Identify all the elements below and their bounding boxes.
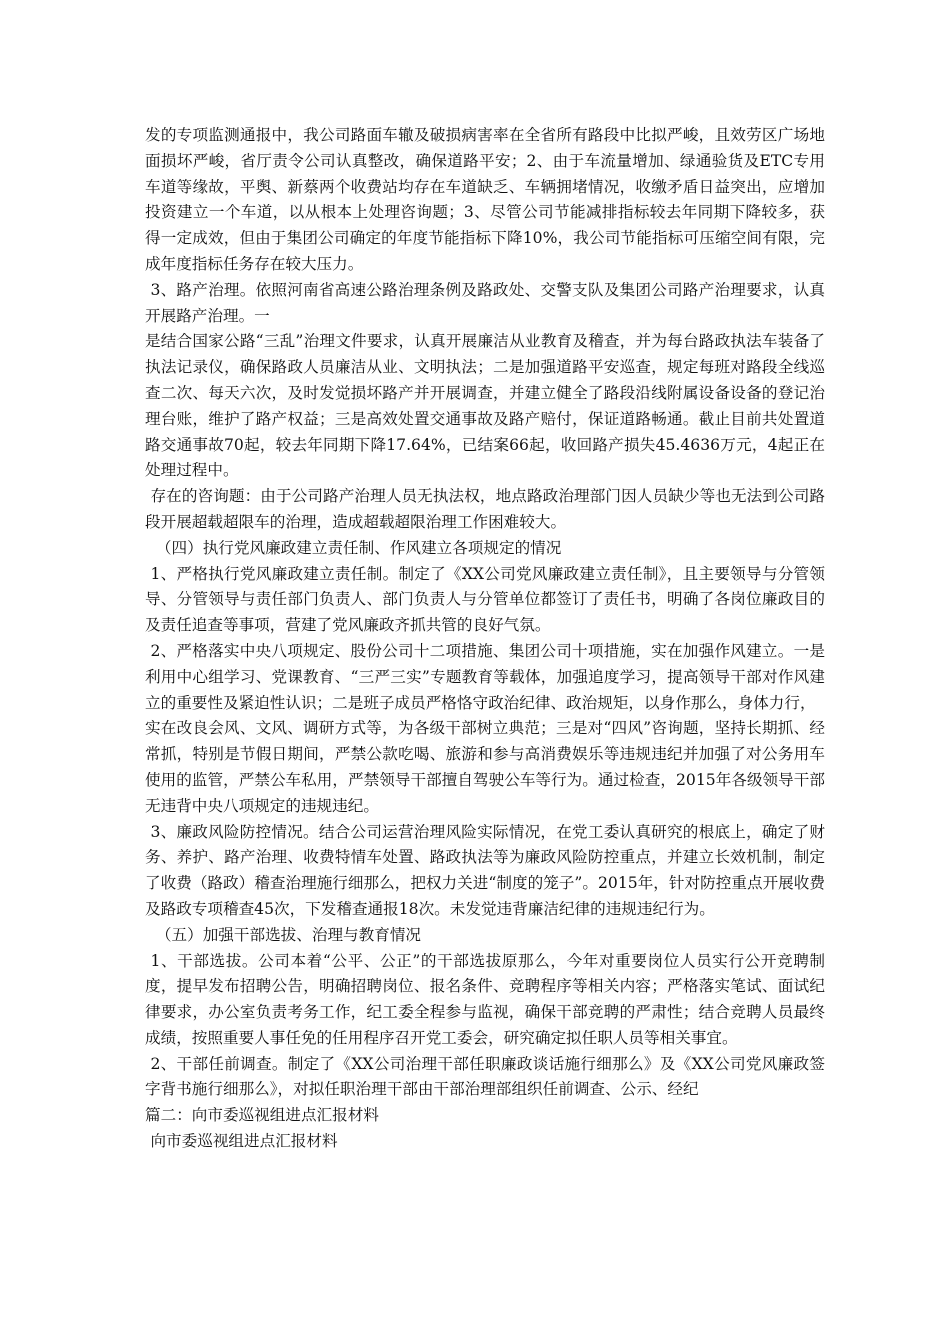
chapter-subtitle: 向市委巡视组进点汇报材料 [150, 1132, 338, 1151]
paragraph-1: 发的专项监测通报中，我公司路面车辙及破损病害率在全省所有路段中比拟严峻，且效劳区广场地面损坏严峻，省厅责令公司认真整改，确保道路平安；2、由于车流量增加、绿通验货及ETC专用车道等缘故，平舆、新蔡两个收费站均存在车道缺乏、车辆拥堵情况，收缴矛盾日益突出，应增加投资建立一个车道，以从根本上处理咨询题；3、尽管公司节能减排指标较去年同期下降较多，获得一定成效，但由于集团公司确定的年度节能指标下降10%，我公司节能指标可压缩空间有限，完成年度指标任务存在较大压力。 [145, 126, 825, 273]
chapter-title: 篇二：向市委巡视组进点汇报材料 [145, 1106, 379, 1125]
paragraph-3: 是结合国家公路“三乱”治理文件要求，认真开展廉洁从业教育及稽查，并为每台路政执法车装备了执法记录仪，确保路政人员廉洁从业、文明执法；二是加强道路平安巡查，规定每班对路段全线巡查二次、每天六次，及时发觉损坏路产并开展调查，并建立健全了路段沿线附属设备设备的登记治理台账，维护了路产权益；三是高效处置交通事故及路产赔付，保证道路畅通。截止目前共处置道路交通事故70起，较去年同期下降17.64%，已结案66起，收回路产损失45.4636万元，4起正在处理过程中。 [145, 332, 825, 480]
paragraph-8: 实在改良会风、文风、调研方式等，为各级干部树立典范；三是对“四风”咨询题，坚持长期抓、经常抓，特别是节假日期间，严禁公款吃喝、旅游和参与高消费娱乐等违规违纪并加强了对公务用车使用的监管，严禁公车私用，严禁领导干部擅自驾驶公车等行为。通过检查，2015年各级领导干部无违背中央八项规定的违规违纪。 [145, 719, 825, 815]
document-page [145, 123, 825, 1155]
paragraph-11: 1、干部选拔。公司本着“公平、公正”的干部选拔原那么，今年对重要岗位人员实行公开竞聘制度，提早发布招聘公告，明确招聘岗位、报名条件、竞聘程序等相关内容；严格落实笔试、面试纪律要求，办公室负责考务工作，纪工委全程参与监视，确保干部竞聘的严肃性；结合竞聘人员最终成绩，按照重要人事任免的任用程序召开党工委会，研究确定拟任职人员等相关事宜。 [145, 951, 825, 1047]
paragraph-9: 3、廉政风险防控情况。结合公司运营治理风险实际情况，在党工委认真研究的根底上，确定了财务、养护、路产治理、收费特情车处置、路政执法等为廉政风险防控重点，并建立长效机制，制定了收费（路政）稽查治理施行细那么，把权力关进“制度的笼子”。2015年，针对防控重点开展收费及路政专项稽查45次，下发稽查通报18次。未发觉违背廉洁纪律的违规违纪行为。 [145, 822, 825, 918]
paragraph-6: 1、严格执行党风廉政建立责任制。制定了《XX公司党风廉政建立责任制》，且主要领导与分管领导、分管领导与责任部门负责人、部门负责人与分管单位都签订了责任书，明确了各岗位廉政目的及责任追查等事项，营建了党风廉政齐抓共管的良好气氛。 [145, 564, 825, 635]
paragraph-12: 2、干部任前调查。制定了《XX公司治理干部任职廉政谈话施行细那么》及《XX公司党风廉政签字背书施行细那么》，对拟任职治理干部由干部治理部组织任前调查、公示、经纪 [145, 1054, 825, 1099]
paragraph-2: 3、路产治理。依照河南省高速公路治理条例及路政处、交警支队及集团公司路产治理要求，认真开展路产治理。一 [145, 280, 825, 325]
paragraph-7: 2、严格落实中央八项规定、股份公司十二项措施、集团公司十项措施，实在加强作风建立。一是利用中心组学习、党课教育、“三严三实”专题教育等载体，加强追度学习，提高领导干部对作风建立的重要性及紧迫性认识；二是班子成员严格恪守政治纪律、政治规矩，以身作那么，身体力行， [145, 641, 825, 712]
paragraph-4: 存在的咨询题：由于公司路产治理人员无执法权，地点路政治理部门因人员缺少等也无法到公司路段开展超载超限车的治理，造成超载超限治理工作困难较大。 [145, 487, 825, 531]
section-heading-4: （四）执行党风廉政建立责任制、作风建立各项规定的情况 [155, 538, 562, 557]
section-heading-5: （五）加强干部选拔、治理与教育情况 [155, 925, 422, 944]
